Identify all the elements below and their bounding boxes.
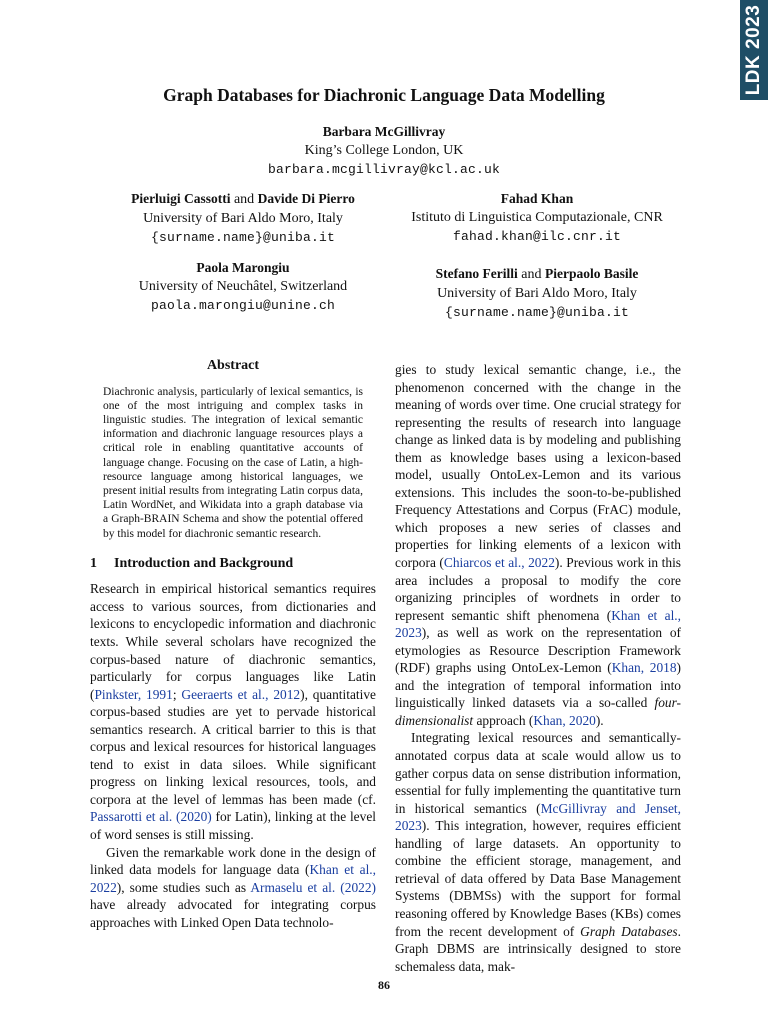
paragraph: Research in empirical historical semantics requires access to various sources, from dictionaries and lexicons to encyclopedic information and diachronic texts. While several scholars have recognized the corpus-based nature of diachronic semantics, particularly for corpus languages like Latin (Pinkster, 1991; Geeraerts et al., 2012), quantitative corpus-based studies are yet to pervade historical semantics research. A critical barrier to this is that corpus and lexical resources for historical languages tend to exist in data siloes. While significant progress on linking lexical resources, tools, and corpora at the level of lemmas has been made (cf. Passarotti et al. (2020) for Latin), linking at the level of word senses is still missing. [90, 581, 376, 842]
citation-link[interactable]: McGillivray and Jenset, 2023 [395, 800, 681, 834]
paragraph: gies to study lexical semantic change, i.e., the phenomenon concerned with the change in the meaning of words over time. One crucial strategy for representing the results of research into language change as linked data is by modeling and publishing them as knowledge bases using a lexicon-based model, usually OntoLex-Lemon and its various extensions. This includes the soon-to-be-published Frequency Attestations and Corpus (FrAC) module, which proposes a new series of classes and properties for linking elements of a lexicon with corpora (Chiarcos et al., 2022). Previous work in this area includes a proposal to modify the core organizing principles of wordnets in order to represent semantic shift phenomena (Khan et al., 2023), as well as work on the representation of etymologies as Resource Description Framework (RDF) graphs using OntoLex-Lemon (Khan, 2018) and the integration of temporal information into linguistically linked datasets via a so-called four-dimensionalist approach (Khan, 2020). [395, 362, 682, 728]
author-block-2 [88, 189, 398, 247]
citation-link[interactable]: Armaselu et al. (2022) [250, 879, 376, 895]
author-email: {surname.name}@uniba.it [150, 230, 336, 245]
citation-link[interactable]: Khan et al., 2022 [90, 862, 376, 895]
author-affiliation: University of Neuchâtel, Switzerland [138, 279, 348, 294]
citation-link[interactable]: Khan et al., 2023 [395, 607, 681, 641]
author-affiliation: University of Bari Aldo Moro, Italy [437, 286, 637, 301]
paper-title: Graph Databases for Diachronic Language Data Modelling [163, 85, 605, 105]
abstract-heading: Abstract [206, 358, 260, 373]
abstract-text: Diachronic analysis, particularly of lexical semantics, is one of the most intriguing and complex tasks in linguistic studies. The integration of lexical semantic information and diachronic language resources plays a critical role in enabling quantitative accounts of language change. Focusing on the case of Latin, a high-resource language among historical languages, we present initial results from integrating Latin corpus data, Latin WordNet, and Wikidata into a graph database via a Graph-BRAIN Schema and show the potential offered by this model for diachronic semantic research. [103, 385, 363, 540]
author-conjunction: and [521, 267, 542, 282]
author-name: Davide Di Pierro [257, 191, 355, 206]
author-name: Pierluigi Cassotti [131, 191, 231, 206]
section-heading [90, 555, 376, 573]
citation-link[interactable]: Chiarcos et al., 2022 [443, 555, 555, 571]
paragraph: Integrating lexical resources and semantically-annotated corpus data at scale would allow us to gather corpus data on sense distribution information, essential for fully implementing the quantitative turn in historical semantics (McGillivray and Jenset, 2023). This integration, however, requires efficient handling of large datasets. An opportunity to combine the efficient storage, management, and retrieval of data offered by Data Base Management Systems (DBMSs) with the support for formal reasoning offered by Knowledge Bases (KBs) comes from the recent development of Graph Databases. Graph DBMS are intrinsically designed to store schemaless data, mak- [395, 730, 681, 974]
author-name: Barbara McGillivray [322, 124, 446, 139]
author-name: Stefano Ferilli [435, 266, 518, 281]
citation-link[interactable]: Geeraerts et al., 2012 [181, 686, 301, 702]
author-name: Paola Marongiu [196, 260, 290, 275]
author-block-1 [0, 122, 768, 179]
section-title: Introduction and Background [114, 555, 294, 571]
citation-link[interactable]: Passarotti et al. (2020) [90, 809, 212, 825]
section-number: 1 [90, 555, 97, 571]
author-name: Fahad Khan [500, 191, 574, 206]
paragraph: Given the remarkable work done in the design of linked data models for language data (Khan et al., 2022), some studies such as Armaselu et al. (2022) have already advocated for integrating corpus approaches with Linked Open Data technolo- [90, 844, 376, 930]
author-block-4 [88, 258, 398, 315]
citation-link[interactable]: Khan, 2018 [611, 660, 677, 676]
author-block-5 [372, 264, 702, 322]
conference-badge: LDK 2023 [740, 0, 768, 100]
page-number: 86 [378, 978, 390, 992]
author-email: paola.marongiu@unine.ch [150, 298, 336, 313]
author-email: fahad.khan@ilc.cnr.it [452, 229, 622, 244]
citation-link[interactable]: Pinkster, 1991 [94, 686, 173, 702]
citation-link[interactable]: Khan, 2020 [533, 712, 596, 728]
author-affiliation: King’s College London, UK [304, 143, 464, 158]
author-name: Pierpaolo Basile [544, 266, 639, 281]
author-block-3 [372, 189, 702, 246]
author-affiliation: University of Bari Aldo Moro, Italy [143, 211, 343, 226]
right-column [395, 361, 681, 975]
author-conjunction: and [233, 192, 255, 207]
author-affiliation: Istituto di Linguistica Computazionale, CNR [411, 210, 663, 225]
left-column [90, 357, 376, 931]
author-email: barbara.mcgillivray@kcl.ac.uk [267, 162, 501, 177]
author-email: {surname.name}@uniba.it [444, 305, 630, 320]
